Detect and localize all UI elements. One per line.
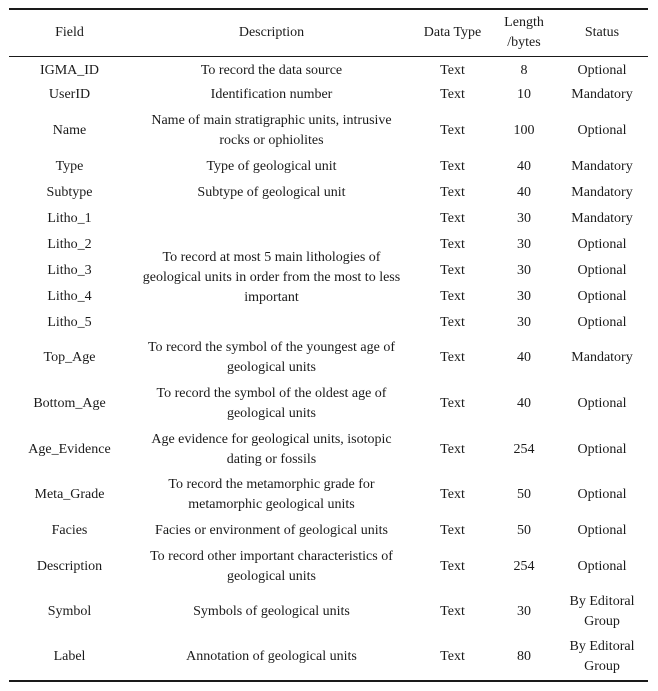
cell-type: Text — [440, 63, 465, 79]
cell-type: Text — [440, 236, 465, 252]
cell-field: Symbol — [47, 604, 92, 620]
table-row — [9, 180, 648, 206]
cell-description: To record the data source — [200, 63, 343, 79]
table-body — [9, 56, 648, 681]
cell-type: Text — [413, 635, 492, 681]
cell-length: 80 — [492, 635, 556, 681]
cell-status: Optional — [577, 122, 627, 138]
cell-field: Age_Evidence — [28, 441, 111, 457]
cell-status: Optional — [577, 262, 627, 278]
table-row — [9, 472, 648, 518]
table-row — [9, 544, 648, 590]
cell-description: Annotation of geological units — [130, 635, 413, 681]
cell-field: Litho_5 — [47, 314, 92, 330]
cell-type: Text — [440, 487, 465, 503]
cell-field: Litho_1 — [47, 210, 92, 226]
header-length-line2: /bytes — [507, 34, 541, 50]
cell-type: Text — [440, 604, 465, 620]
cell-status: Optional — [577, 441, 627, 457]
cell-status: Optional — [577, 487, 627, 503]
cell-length: 30 — [517, 262, 531, 278]
cell-length: 40 — [517, 184, 531, 200]
cell-length: 10 — [517, 87, 531, 102]
cell-description-lithology-group: To record at most 5 main lithologies of geological units in order from the most to less important — [142, 249, 401, 305]
table-header — [9, 9, 648, 56]
cell-length: 30 — [517, 210, 531, 226]
fields-table — [9, 8, 648, 682]
cell-status: Optional — [577, 63, 627, 79]
cell-length: 30 — [517, 314, 531, 330]
cell-length: 8 — [520, 63, 528, 79]
cell-type: Text — [440, 558, 465, 574]
table-row — [9, 108, 648, 154]
cell-field: Facies — [51, 522, 88, 538]
table-row — [9, 82, 648, 108]
cell-description: Type of geological unit — [206, 158, 337, 174]
cell-length: 30 — [517, 288, 531, 304]
cell-status: Optional — [577, 236, 627, 252]
cell-type: Text — [440, 395, 465, 411]
cell-field: Top_Age — [43, 350, 96, 366]
cell-length: 30 — [517, 604, 531, 620]
cell-length: 254 — [513, 441, 535, 457]
cell-description: To record the symbol of the youngest age of geological units — [147, 340, 396, 376]
cell-field: Subtype — [46, 184, 93, 200]
cell-status: Optional — [577, 558, 627, 574]
cell-description: To record other important characteristics of geological units — [150, 548, 393, 584]
table-row — [9, 427, 648, 473]
cell-type: Text — [440, 522, 465, 538]
cell-length: 50 — [517, 487, 531, 503]
cell-description: Facies or environment of geological units — [155, 522, 388, 538]
cell-type: Text — [440, 350, 465, 366]
cell-status: Optional — [577, 288, 627, 304]
cell-field: IGMA_ID — [39, 63, 100, 79]
cell-description: Age evidence for geological units, isotopic dating or fossils — [151, 431, 392, 467]
cell-type: Text — [440, 87, 465, 102]
cell-status: By Editoral Group — [569, 594, 635, 630]
header-length — [492, 9, 556, 56]
cell-status: Optional — [577, 314, 627, 330]
cell-status: Mandatory — [571, 210, 633, 226]
cell-length: 40 — [517, 158, 531, 174]
cell-field: UserID — [48, 87, 91, 102]
cell-field: Litho_2 — [47, 236, 92, 252]
cell-status: Mandatory — [571, 184, 633, 200]
header-description: Description — [130, 9, 413, 56]
table-row — [9, 518, 648, 544]
cell-field: Label — [9, 635, 130, 681]
cell-type: Text — [440, 441, 465, 457]
cell-description: Symbols of geological units — [193, 604, 350, 620]
cell-type: Text — [440, 288, 465, 304]
cell-length: 30 — [517, 236, 531, 252]
cell-status: By Editoral Group — [556, 635, 648, 681]
cell-length: 100 — [513, 122, 535, 138]
header-data-type: Data Type — [413, 9, 492, 56]
cell-description: Subtype of geological unit — [197, 184, 346, 200]
cell-type: Text — [440, 158, 465, 174]
cell-status: Mandatory — [571, 158, 633, 174]
header-status: Status — [556, 9, 648, 56]
cell-status: Mandatory — [571, 350, 633, 366]
header-row — [9, 9, 648, 56]
cell-length: 40 — [517, 395, 531, 411]
cell-field: Litho_4 — [47, 288, 92, 304]
table-row — [9, 635, 648, 681]
header-length-line1: Length — [504, 14, 544, 30]
cell-length: 50 — [517, 522, 531, 538]
cell-type: Text — [440, 314, 465, 330]
table-row — [9, 336, 648, 382]
cell-length: 254 — [513, 558, 535, 574]
header-field: Field — [9, 9, 130, 56]
cell-type: Text — [440, 184, 465, 200]
cell-length: 40 — [517, 350, 531, 366]
cell-type: Text — [440, 262, 465, 278]
table-row — [9, 381, 648, 427]
table-row — [9, 206, 648, 232]
cell-status: Optional — [577, 522, 627, 538]
table-row — [9, 590, 648, 636]
cell-status: Mandatory — [571, 87, 633, 102]
cell-description: Identification number — [210, 87, 333, 102]
cell-field: Name — [52, 122, 87, 138]
cell-field: Meta_Grade — [34, 487, 105, 503]
cell-field: Type — [55, 158, 84, 174]
cell-status: Optional — [577, 395, 627, 411]
cell-field: Description — [36, 558, 103, 574]
cell-type: Text — [440, 210, 465, 226]
cell-field: Litho_3 — [47, 262, 92, 278]
table-row — [9, 154, 648, 180]
cell-description: To record the metamorphic grade for metamorphic geological units — [168, 477, 375, 513]
table-row — [9, 56, 648, 82]
cell-type: Text — [440, 122, 465, 138]
cell-description: To record the symbol of the oldest age of geological units — [156, 385, 387, 421]
cell-description: Name of main stratigraphic units, intrusive rocks or ophiolites — [151, 112, 392, 148]
cell-field: Bottom_Age — [33, 395, 106, 411]
